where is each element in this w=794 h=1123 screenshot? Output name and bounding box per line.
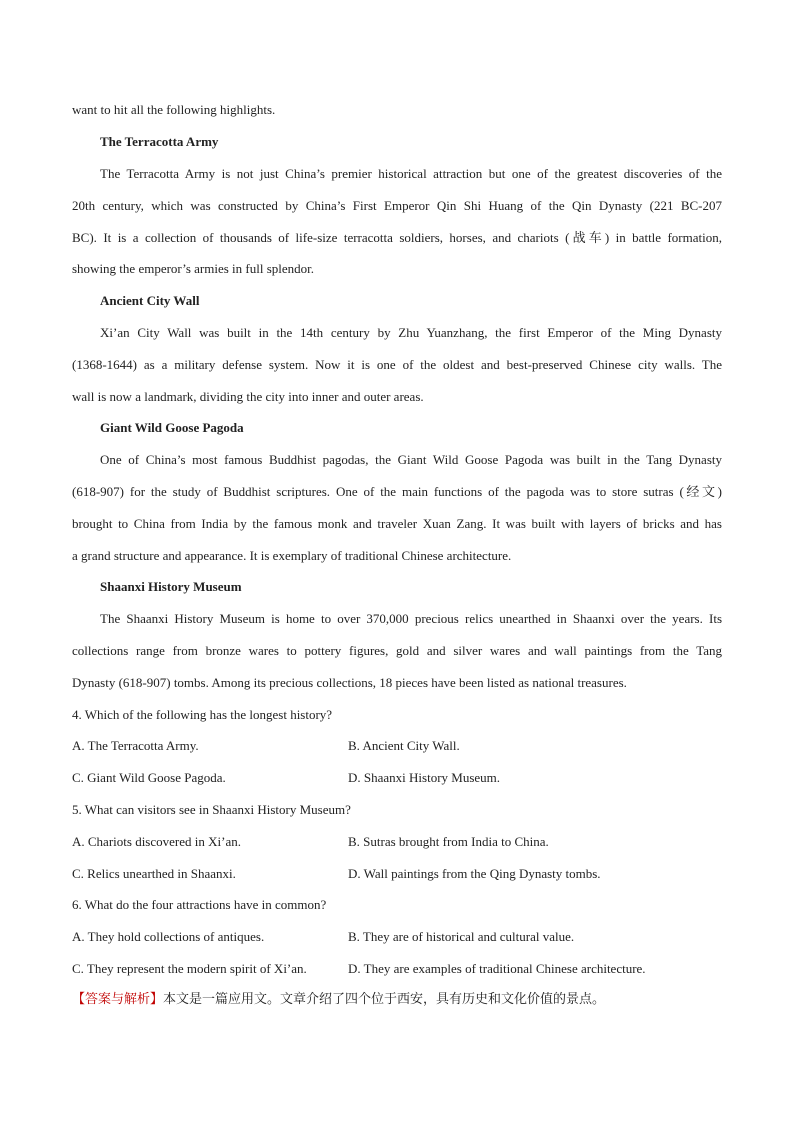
paragraph-line: a grand structure and appearance. It is exemplary of traditional Chinese architecture. [72,548,512,563]
paragraph-line: showing the emperor’s armies in full splendor. [72,261,315,276]
answer-analysis [72,991,722,1009]
option-b: B. Ancient City Wall. [348,738,460,753]
paragraph-line: (618-907) for the study of Buddhist scriptures. One of the main functions of the pagoda was to store sutras (经文) [72,484,722,499]
question-stem: 4. Which of the following has the longest history? [72,707,333,722]
paragraph-line: Xi’an City Wall was built in the 14th century by Zhu Yuanzhang, the first Emperor of the Ming Dynasty [100,325,722,340]
option-c: C. They represent the modern spirit of Xi’an. [72,961,307,976]
option-d: D. Wall paintings from the Qing Dynasty tombs. [348,866,601,881]
option-b: B. They are of historical and cultural value. [348,929,575,944]
option-c: C. Giant Wild Goose Pagoda. [72,770,226,785]
paragraph-line: BC). It is a collection of thousands of life-size terracotta soldiers, horses, and chariots (战车) in battle formation, [72,230,722,245]
paragraph-line: Dynasty (618-907) tombs. Among its precious collections, 18 pieces have been listed as national treasures. [72,675,627,690]
option-d: D. Shaanxi History Museum. [348,770,501,785]
option-b: B. Sutras brought from India to China. [348,834,549,849]
question-stem: 5. What can visitors see in Shaanxi History Museum? [72,802,351,817]
question-stem: 6. What do the four attractions have in common? [72,897,327,912]
paragraph-line: collections range from bronze wares to pottery figures, gold and silver wares and wall paintings from the Tang [72,643,722,658]
option-a: A. Chariots discovered in Xi’an. [72,834,241,849]
intro-tail: want to hit all the following highlights. [72,102,276,117]
paragraph-line: One of China’s most famous Buddhist pagodas, the Giant Wild Goose Pagoda was built in the Tang Dynasty [100,452,722,467]
answer-label: 【答案与解析】 [72,992,164,1007]
paragraph-line: The Shaanxi History Museum is home to over 370,000 precious relics unearthed in Shaanxi over the years. Its [100,611,722,626]
option-c: C. Relics unearthed in Shaanxi. [72,866,236,881]
section-heading-shaanxi-history-museum: Shaanxi History Museum [100,579,242,594]
answer-text: 本文是一篇应用文。文章介绍了四个位于西安，具有历史和文化价值的景点。 [163,992,606,1007]
section-heading-giant-wild-goose-pagoda: Giant Wild Goose Pagoda [100,420,244,435]
paragraph-line: wall is now a landmark, dividing the city into inner and outer areas. [72,389,424,404]
paragraph-line: 20th century, which was constructed by China’s First Emperor Qin Shi Huang of the Qin Dynasty (221 BC-207 [72,198,722,213]
section-heading-terracotta-army: The Terracotta Army [100,134,219,149]
paragraph-line: (1368-1644) as a military defense system. Now it is one of the oldest and best-preserved Chinese city walls. The [72,357,722,372]
paragraph-line: The Terracotta Army is not just China’s premier historical attraction but one of the greatest discoveries of the [100,166,722,181]
paragraph-line: brought to China from India by the famous monk and traveler Xuan Zang. It was built with layers of bricks and has [72,516,722,531]
option-a: A. The Terracotta Army. [72,738,199,753]
section-heading-ancient-city-wall: Ancient City Wall [100,293,200,308]
option-d: D. They are examples of traditional Chinese architecture. [348,961,646,976]
option-a: A. They hold collections of antiques. [72,929,265,944]
